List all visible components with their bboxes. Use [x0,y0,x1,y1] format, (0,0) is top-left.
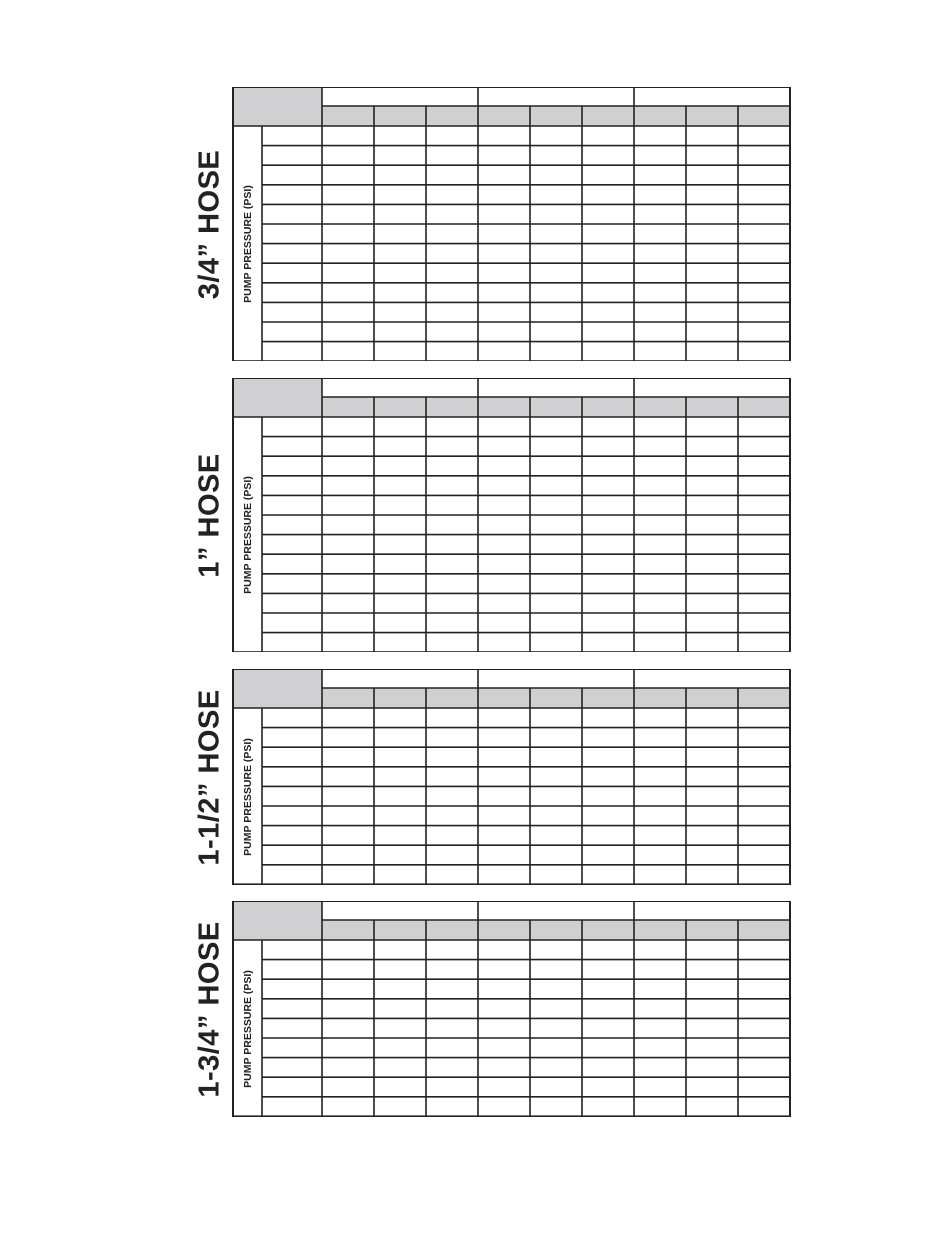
pump-pressure-label: PUMP PRESSURE (PSI) [241,737,254,856]
hose-table-1-1-2 [0,669,950,885]
hose-title: 3/4” HOSE [193,149,226,299]
header-corner-cell [233,378,322,417]
pump-pressure-label: PUMP PRESSURE (PSI) [241,184,254,303]
hose-table-1-3-4 [0,901,950,1117]
subheader-row [322,397,790,417]
header-corner-cell [233,901,322,940]
table-grid [0,87,950,361]
pump-pressure-label: PUMP PRESSURE (PSI) [241,475,254,594]
hose-table-3-4 [0,87,950,361]
table-grid [0,669,950,885]
subheader-row [322,920,790,940]
hose-table-1 [0,378,950,652]
header-corner-cell [233,669,322,708]
pump-pressure-label: PUMP PRESSURE (PSI) [241,969,254,1088]
table-grid [0,901,950,1117]
header-corner-cell [233,87,322,126]
hose-title: 1” HOSE [193,452,226,578]
hose-title: 1-3/4” HOSE [193,920,226,1098]
subheader-row [322,106,790,126]
hose-title: 1-1/2” HOSE [193,688,226,866]
table-grid [0,378,950,652]
subheader-row [322,688,790,708]
